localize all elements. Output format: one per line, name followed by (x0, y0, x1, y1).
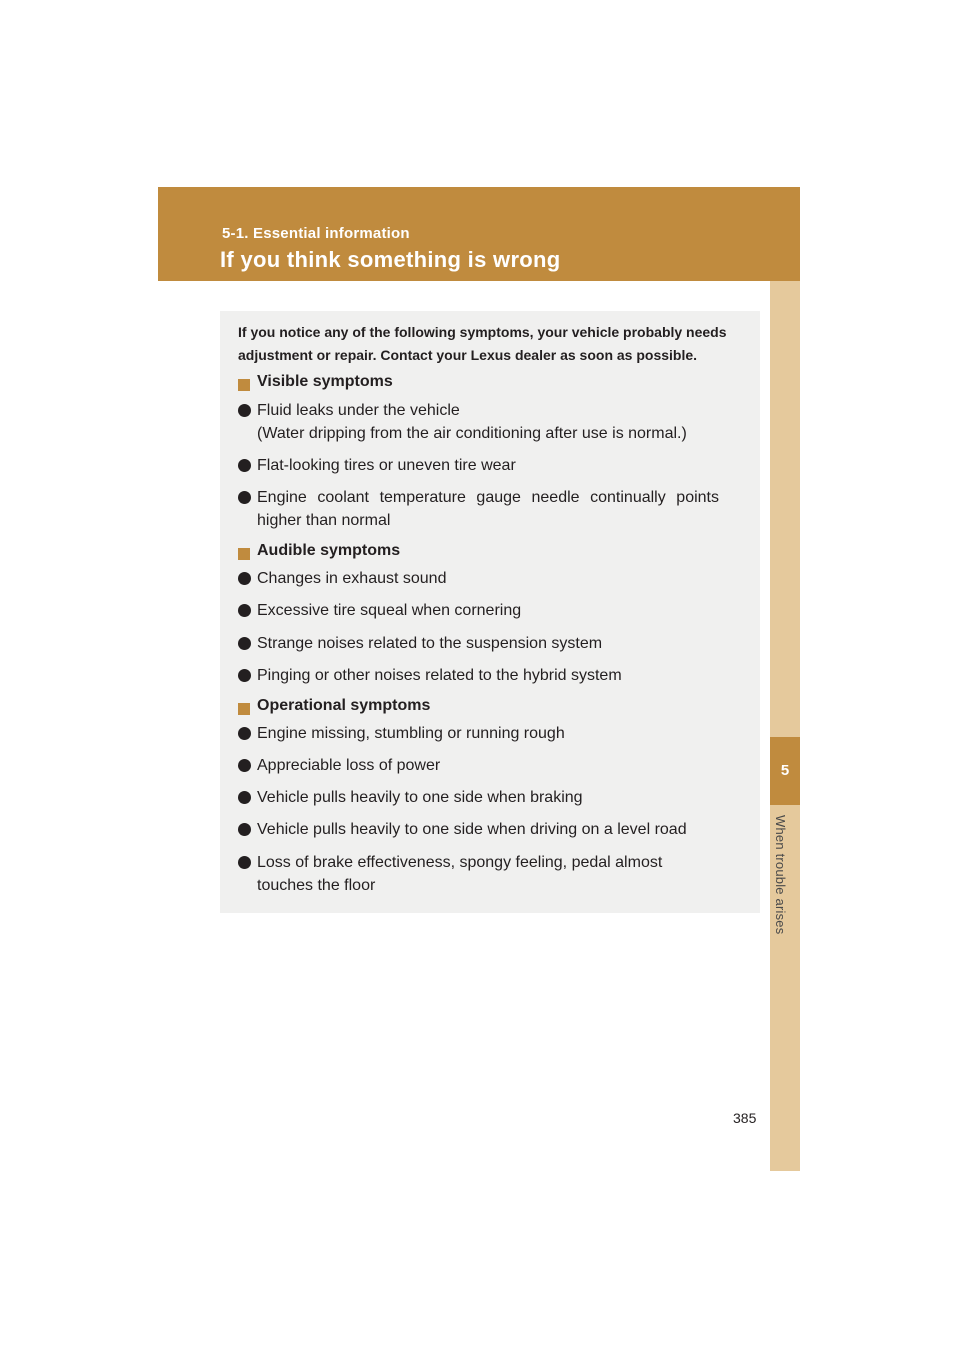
round-bullet-icon (238, 727, 251, 740)
list-item-text: Changes in exhaust sound (257, 570, 447, 587)
list-item-text: Engine coolant temperature gauge needle continually points higher than normal (257, 489, 719, 529)
round-bullet-icon (238, 856, 251, 869)
group-title: Audible symptoms (257, 542, 401, 559)
group-title: Visible symptoms (257, 373, 393, 390)
symptoms-box (220, 311, 760, 913)
list-item-text: Pinging or other noises related to the hybrid system (257, 667, 622, 684)
list-item-text: Engine missing, stumbling or running rough (257, 725, 565, 742)
list-item-text: Vehicle pulls heavily to one side when driving on a level road (257, 821, 687, 838)
round-bullet-icon (238, 823, 251, 836)
square-bullet-icon (238, 703, 250, 715)
page-title: If you think something is wrong (220, 247, 561, 272)
list-item-text: Vehicle pulls heavily to one side when braking (257, 789, 583, 806)
round-bullet-icon (238, 604, 251, 617)
chapter-title-label: When trouble arises (773, 815, 788, 935)
list-item-text: Fluid leaks under the vehicle (Water dripping from the air conditioning after use is normal.) (257, 402, 687, 442)
round-bullet-icon (238, 459, 251, 472)
round-bullet-icon (238, 404, 251, 417)
list-item-text: Flat-looking tires or uneven tire wear (257, 457, 516, 474)
chapter-number-tab[interactable]: 5 (770, 737, 800, 805)
round-bullet-icon (238, 669, 251, 682)
list-item-text: Loss of brake effectiveness, spongy feeling, pedal almost touches the floor (257, 854, 663, 894)
header-band (158, 187, 800, 281)
round-bullet-icon (238, 791, 251, 804)
round-bullet-icon (238, 491, 251, 504)
section-label: 5-1. Essential information (222, 225, 410, 242)
round-bullet-icon (238, 637, 251, 650)
intro-text: If you notice any of the following symptoms, your vehicle probably needs adjustment or repair. Contact your Lexus dealer as soon as possible. (238, 324, 727, 363)
square-bullet-icon (238, 379, 250, 391)
list-item-text: Excessive tire squeal when cornering (257, 602, 522, 619)
chapter-side-strip (770, 281, 800, 1171)
round-bullet-icon (238, 759, 251, 772)
list-item-text: Appreciable loss of power (257, 757, 441, 774)
square-bullet-icon (238, 548, 250, 560)
page-number: 385 (733, 1110, 757, 1126)
round-bullet-icon (238, 572, 251, 585)
group-title: Operational symptoms (257, 697, 431, 714)
list-item-text: Strange noises related to the suspension system (257, 635, 603, 652)
